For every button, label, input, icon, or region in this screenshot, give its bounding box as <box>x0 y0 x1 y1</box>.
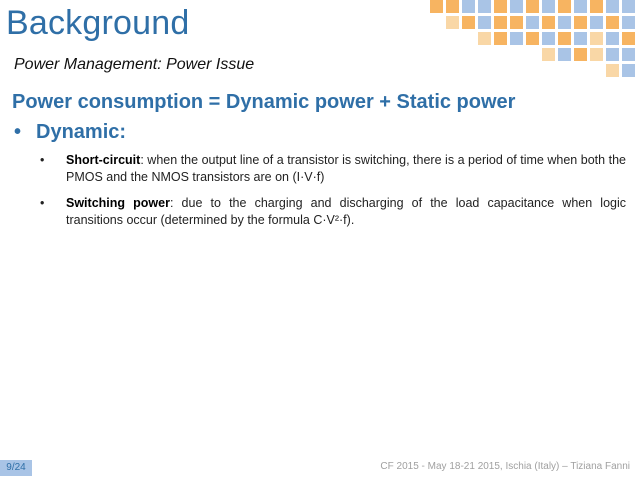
slide-title: Background <box>6 4 190 42</box>
term-switching-power: Switching power <box>66 196 170 210</box>
description-short-circuit: : when the output line of a transistor is switching, there is a period of time when both the PMOS and the NMOS transistors are on (I·V·f) <box>66 153 626 184</box>
slide-subtitle: Power Management: Power Issue <box>14 56 255 73</box>
section-heading: Power consumption = Dynamic power + Static power <box>12 91 516 113</box>
term-short-circuit: Short-circuit <box>66 153 141 167</box>
bullet-marker: • <box>14 121 22 143</box>
list-item-short-circuit <box>36 152 626 186</box>
footer-credit: CF 2015 - May 18-21 2015, Ischia (Italy) – Tiziana Fanni <box>380 461 630 472</box>
sub-bullet-marker: • <box>40 196 45 210</box>
sub-bullet-marker: • <box>40 153 45 167</box>
page-number: 9/24 <box>0 460 32 476</box>
list-item-switching-power <box>36 195 626 229</box>
bullet-label: Dynamic: <box>36 121 127 143</box>
description-switching-power: : due to the charging and discharging of the load capacitance when logic transitions occur (determined by the formula C·V²·f). <box>66 196 627 227</box>
bullet-dynamic <box>14 121 126 144</box>
sub-bullet-list <box>36 152 626 238</box>
